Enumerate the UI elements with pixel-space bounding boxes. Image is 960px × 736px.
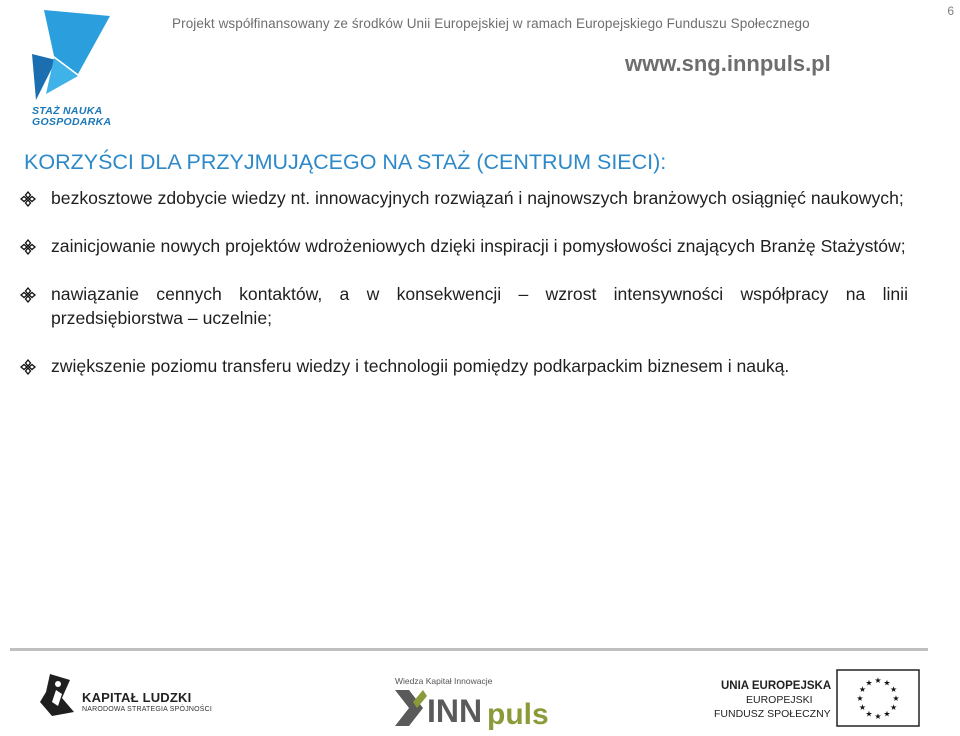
logo-brand-text: STAŻ NAUKA GOSPODARKA xyxy=(32,105,112,128)
page-number: 6 xyxy=(947,4,954,18)
star-icon: ★ xyxy=(856,694,864,703)
diamond-bullet-icon xyxy=(20,239,36,255)
website-url[interactable]: www.sng.innpuls.pl xyxy=(625,51,831,76)
star-icon: ★ xyxy=(858,685,866,694)
diamond-bullet-icon xyxy=(20,191,36,207)
list-item xyxy=(20,186,908,210)
ue-fund-line1: EUROPEJSKI xyxy=(746,694,813,706)
star-icon: ★ xyxy=(874,712,882,721)
star-icon: ★ xyxy=(883,709,891,719)
star-icon: ★ xyxy=(858,703,866,712)
list-item-text: zwiększenie poziomu transferu wiedzy i technologii pomiędzy podkarpackim biznesem i nauką. xyxy=(51,356,790,376)
innpuls-tagline: Wiedza Kapitał Innowacje xyxy=(395,676,493,686)
list-item xyxy=(20,354,908,378)
list-item-text: zainicjowanie nowych projektów wdrożeniowych dzięki inspiracji i pomysłowości znających Branżę Stażystów; xyxy=(51,236,906,256)
diamond-bullet-icon xyxy=(20,359,36,375)
ue-fund-line2: FUNDUSZ SPOŁECZNY xyxy=(714,708,831,720)
arrow-logo-icon xyxy=(26,8,116,104)
innpuls-inn-text: INN xyxy=(427,693,483,729)
list-item-text: bezkosztowe zdobycie wiedzy nt. innowacyjnych rozwiązań i najnowszych branżowych osiągnięć naukowych; xyxy=(51,188,904,208)
list-item-text: nawiązanie cennych kontaktów, a w konsekwencji – wzrost intensywności współpracy na linii przedsiębiorstwa – uczelnie; xyxy=(51,284,908,328)
list-item xyxy=(20,282,908,330)
project-header-text: Projekt współfinansowany ze środków Unii Europejskiej w ramach Europejskiego Funduszu Społecznego xyxy=(172,16,810,31)
list-item xyxy=(20,234,908,258)
innpuls-logo xyxy=(395,686,555,732)
x-mark-icon xyxy=(395,690,427,726)
benefits-list xyxy=(20,186,908,402)
star-icon: ★ xyxy=(883,678,891,688)
star-icon: ★ xyxy=(865,709,873,719)
eu-flag-icon xyxy=(836,669,920,727)
star-icon: ★ xyxy=(890,703,898,712)
ue-title: UNIA EUROPEJSKA xyxy=(721,680,832,692)
star-icon: ★ xyxy=(874,676,882,685)
footer-divider xyxy=(10,648,928,651)
star-icon: ★ xyxy=(892,694,900,703)
kapital-ludzki-subtitle: NARODOWA STRATEGIA SPÓJNOŚCI xyxy=(82,706,213,713)
page-title: KORZYŚCI DLA PRZYJMUJĄCEGO NA STAŻ (CENTRUM SIECI): xyxy=(24,150,667,174)
diamond-bullet-icon xyxy=(20,287,36,303)
star-icon: ★ xyxy=(865,678,873,688)
kapital-ludzki-logo-icon xyxy=(36,672,76,718)
staz-nauka-gospodarka-logo xyxy=(26,8,116,132)
kapital-ludzki-title: KAPITAŁ LUDZKI xyxy=(82,690,192,705)
innpuls-puls-text: puls xyxy=(487,698,549,731)
star-icon: ★ xyxy=(890,685,898,694)
